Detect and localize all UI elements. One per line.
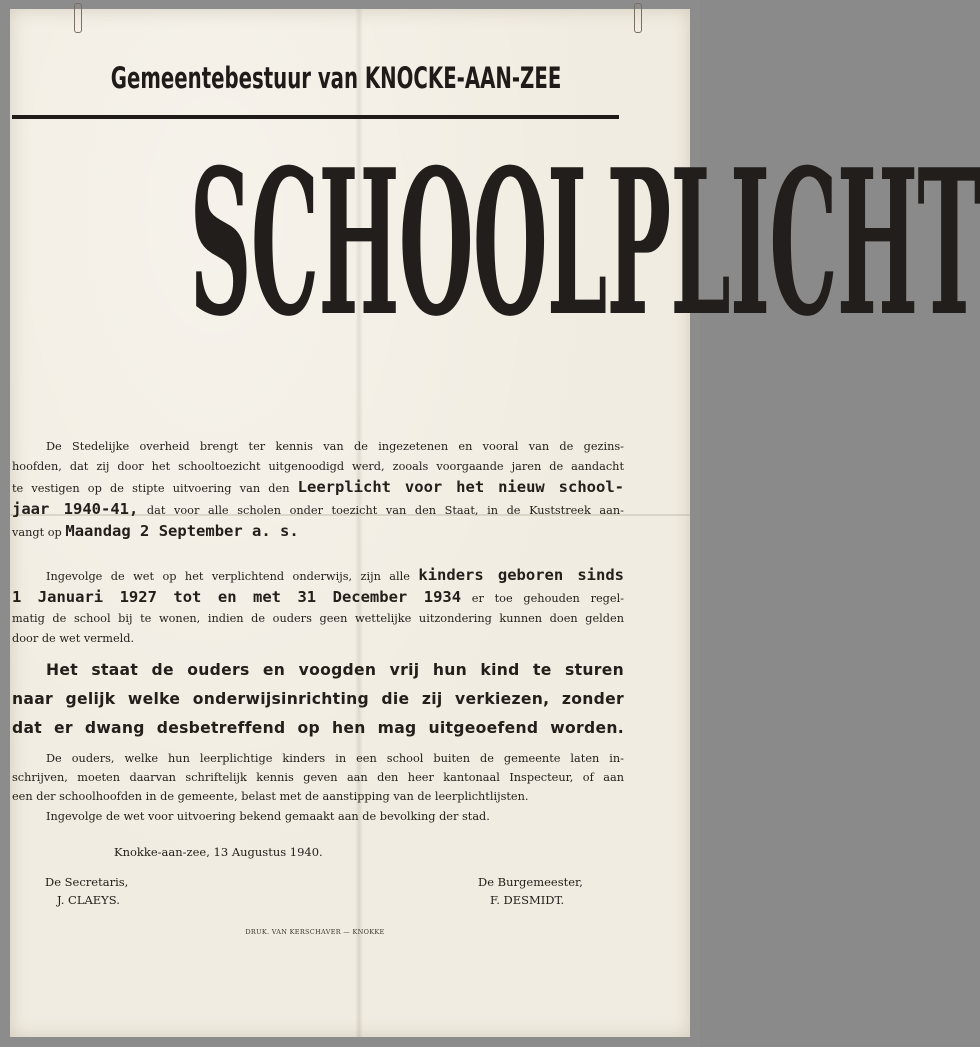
mayor-title: De Burgemeester, [478,875,583,889]
p1-line-4: dat voor alle scholen onder toezicht van den Staat, in de Kuststreek aan- [146,504,624,517]
p1-line-2: hoofden, dat zij door het schooltoezicht uitgenoodigd werd, zooals voorgaande jaren de aandacht [12,460,624,473]
p1-emphasis-leerplicht: Leerplicht voor het nieuw school- [297,478,624,496]
secretary-title: De Secretaris, [45,875,129,889]
paragraph-obligation [12,565,624,649]
staple-right-icon [634,3,642,33]
p1-emphasis-schoolyear: jaar 1940-41, [12,500,139,518]
paragraph-freedom [12,656,624,743]
p3-line-2: naar gelijk welke onderwijsinrichting die zij verkiezen, zonder [12,690,624,708]
p2-emphasis-children: kinders geboren sinds [418,566,625,584]
p2-emphasis-birthdates: 1 Januari 1927 tot en met 31 December 1934 [12,588,462,606]
council-name: Gemeentebestuur van KNOCKE-AAN-ZEE [110,61,562,95]
p3-line-1: Het staat de ouders en voogden vrij hun kind te sturen [46,661,624,679]
signature-mayor [478,873,583,909]
headline-title: SCHOOLPLICHT [189,126,980,361]
p1-line-3: te vestigen op de stipte uitvoering van den [12,482,290,495]
paragraph-outside-school [12,749,624,806]
p1-line-1: De Stedelijke overheid brengt ter kennis van de ingezetenen en vooral van de gezins- [46,440,624,453]
p4-line-2: schrijven, moeten daarvan schriftelijk kennis geven aan den heer kantonaal Inspecteur, of aan [12,771,624,784]
staple-left-icon [74,3,82,33]
p2-line-3: matig de school bij te wonen, indien de ouders geen wettelijke uitzondering kunnen doen gelden [12,612,624,625]
mayor-name: F. DESMIDT. [490,893,565,907]
p1-emphasis-startdate: Maandag 2 September a. s. [65,522,299,540]
p4-line-3: een der schoolhoofden in de gemeente, belast met de aanstipping van de leerplichtlijsten. [12,790,529,803]
poster-sheet [10,9,980,1037]
printer-imprint: DRUK. VAN KERSCHAVER — KNOKKE [245,928,385,936]
paragraph-announcement [12,437,624,543]
secretary-name: J. CLAEYS. [57,893,120,907]
p2-line-4: door de wet vermeld. [12,632,135,645]
date-line: Knokke-aan-zee, 13 Augustus 1940. [114,845,323,859]
p1-line-5: vangt op [12,526,62,539]
p4-line-1: De ouders, welke hun leerplichtige kinders in een school buiten de gemeente laten in- [46,752,624,765]
p2-line-2: er toe gehouden regel- [471,592,624,605]
p5-line: Ingevolge de wet voor uitvoering bekend gemaakt aan de bevolking der stad. [46,810,490,823]
p3-line-3: dat er dwang desbetreffend op hen mag uitgeoefend worden. [12,719,624,737]
header-rule [12,115,619,119]
p2-line-1: Ingevolge de wet op het verplichtend onderwijs, zijn alle [46,570,410,583]
paragraph-proclamation [12,807,624,826]
signature-secretary [45,873,128,909]
